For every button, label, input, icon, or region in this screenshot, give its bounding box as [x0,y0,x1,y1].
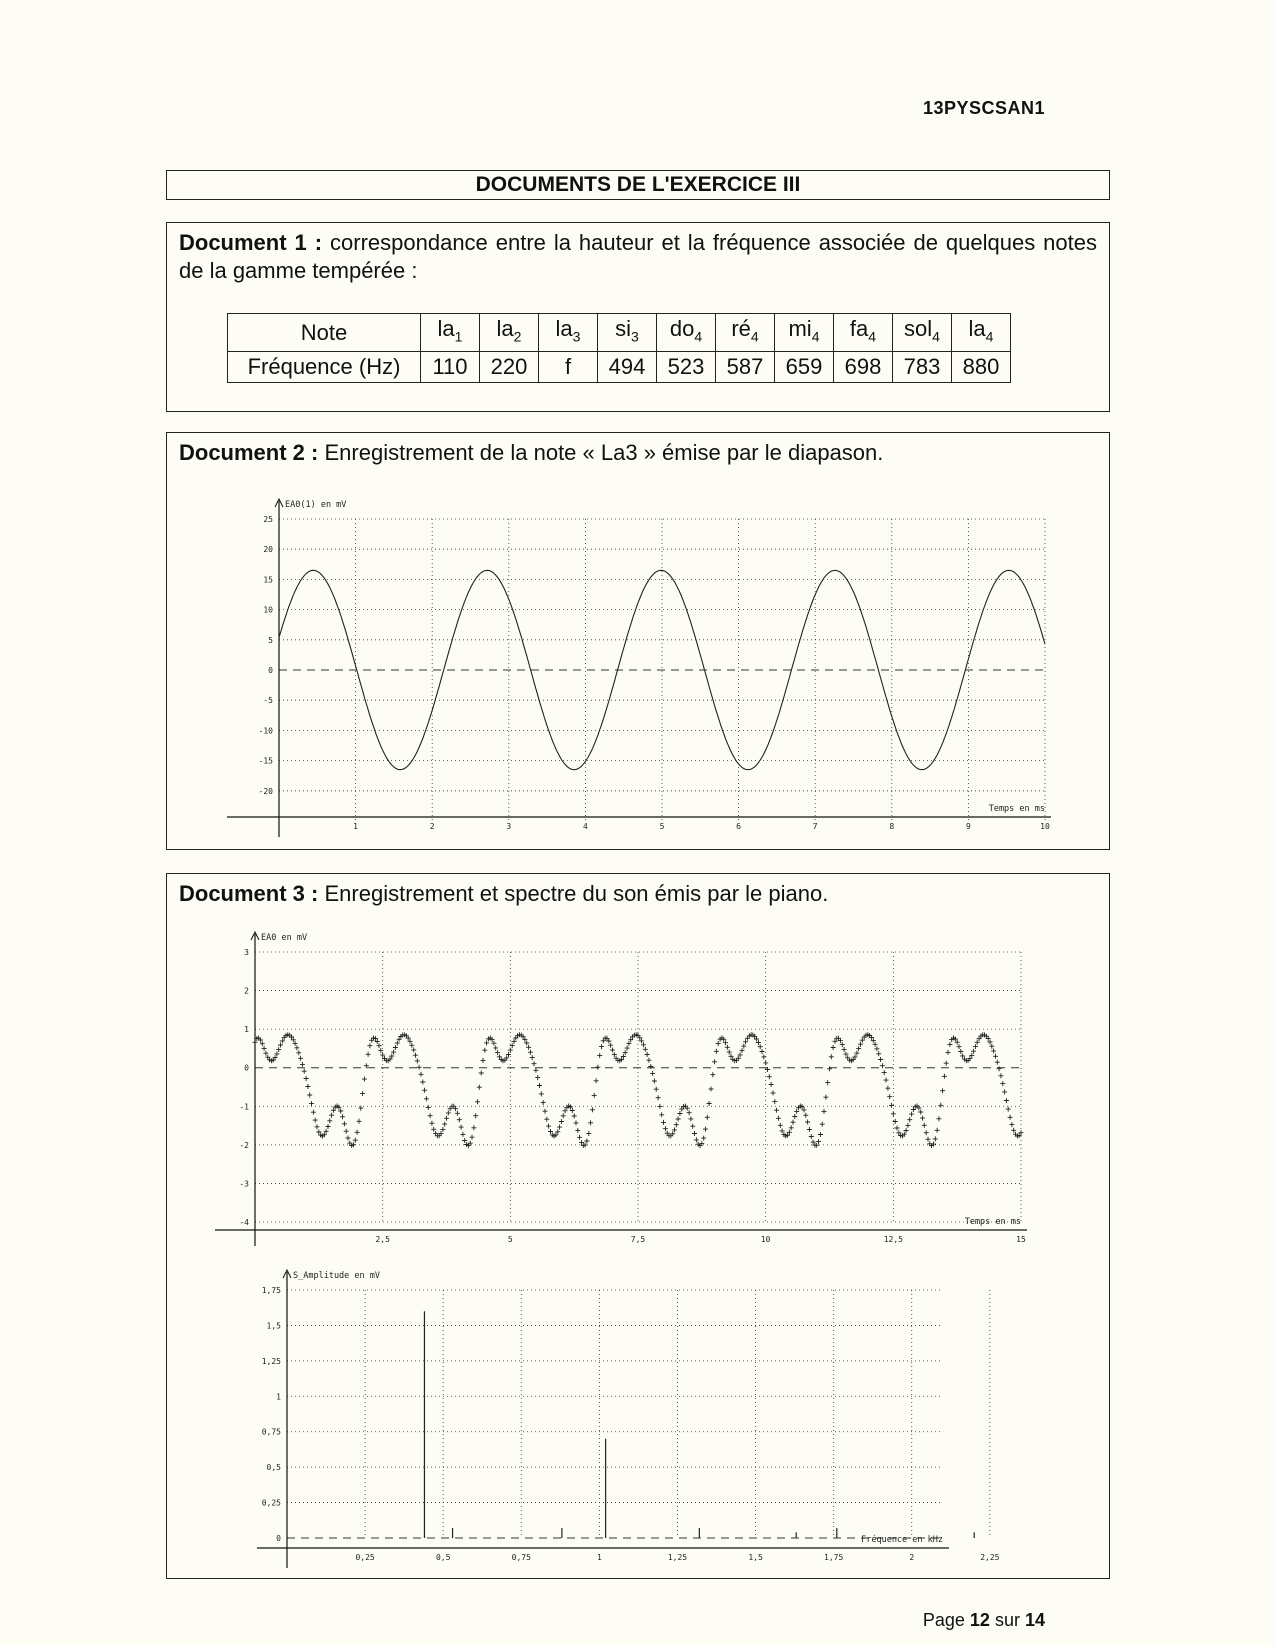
y-axis-label: S_Amplitude en mV [293,1271,380,1281]
x-axis-label: Temps en ms [988,804,1045,814]
x-tick-label: 0,5 [435,1553,451,1562]
x-tick-label: 15 [1016,1235,1026,1244]
footer-prefix: Page [922,1610,965,1630]
piano-spectrum-chart [167,1266,1111,1576]
note-cell: $fa_4$ [834,314,893,352]
x-tick-label: 2,25 [980,1553,1000,1562]
y-tick-label: -1 [239,1102,249,1112]
x-tick-label: 10 [1040,822,1050,831]
y-tick-label: 1,75 [261,1286,281,1295]
x-tick-label: 8 [889,822,895,831]
x-tick-label: 6 [736,822,742,831]
x-tick-label: 7 [812,822,818,831]
y-tick-label: 1 [244,1025,249,1035]
y-tick-label: -20 [258,786,273,796]
document-1-text: correspondance entre la hauteur et la fréquence associée de quelques notes de la gamme tempérée : [179,230,1097,283]
frequency-cell: 698 [834,352,893,383]
note-cell: $la_1$ [421,314,480,352]
x-tick-label: 2,5 [375,1235,390,1244]
page-title: DOCUMENTS DE L'EXERCICE III [166,170,1110,200]
document-1-heading [179,229,1097,285]
note-cell: $la_3$ [539,314,598,352]
document-1 [166,222,1110,412]
y-tick-label: 0 [276,1534,281,1543]
frequency-header: Fréquence (Hz) [228,352,421,383]
tuning-fork-chart [167,479,1111,849]
frequency-cell: 783 [893,352,952,383]
frequency-cell: 110 [421,352,480,383]
frequency-cell: 220 [480,352,539,383]
y-tick-label: 10 [263,605,273,615]
x-tick-label: 1 [353,822,359,831]
y-tick-label: -5 [263,696,273,706]
x-tick-label: 1 [596,1553,602,1562]
footer-middle: sur [994,1610,1020,1630]
note-header: Note [228,314,421,352]
y-tick-label: 0,5 [266,1463,281,1473]
y-tick-label: 20 [263,545,273,555]
footer-page-number: 12 [969,1610,990,1630]
y-tick-label: 1,25 [261,1356,281,1366]
y-tick-label: 0,25 [261,1498,281,1508]
frequency-cell: 659 [775,352,834,383]
x-tick-label: 5 [507,1235,513,1244]
frequency-cell: 494 [598,352,657,383]
piano-recording-chart [167,916,1111,1246]
y-tick-label: -4 [239,1218,249,1227]
x-tick-label: 0,75 [511,1553,531,1562]
x-tick-label: 0,25 [355,1553,375,1562]
piano-signal-markers [253,1032,1024,1148]
document-2-label: Document 2 : [179,440,319,465]
y-tick-label: 0,75 [261,1427,281,1437]
footer-page-total: 14 [1024,1610,1045,1630]
note-cell: $mi_4$ [775,314,834,352]
document-3-label: Document 3 : [179,881,319,906]
y-tick-label: 1 [276,1392,281,1402]
document-3 [166,873,1110,1579]
y-tick-label: -3 [239,1179,249,1189]
document-3-text: Enregistrement et spectre du son émis par le piano. [324,881,829,906]
y-tick-label: -2 [239,1140,249,1150]
x-tick-label: 1,25 [667,1553,688,1562]
x-axis-label: Temps en ms [964,1217,1021,1227]
y-tick-label: 2 [244,986,249,996]
y-tick-label: 5 [268,635,273,645]
note-cell: $si_3$ [598,314,657,352]
frequency-cell: 587 [716,352,775,383]
notes-row [228,314,1011,352]
frequency-cell: 880 [952,352,1011,383]
x-tick-label: 3 [506,822,512,831]
note-cell: $ré_4$ [716,314,775,352]
x-tick-label: 12,5 [883,1235,903,1244]
frequency-cell: f [539,352,598,383]
y-tick-label: 15 [263,575,273,585]
x-tick-label: 5 [659,822,665,831]
y-axis-label: EA0 en mV [261,933,308,943]
x-tick-label: 1,75 [824,1553,844,1562]
x-axis-label: Fréquence en kHz [861,1535,943,1545]
page-footer [923,1610,1045,1631]
x-tick-label: 7,5 [630,1235,646,1244]
x-tick-label: 10 [760,1235,771,1244]
y-tick-label: -10 [258,726,273,736]
x-tick-label: 1,5 [748,1553,763,1562]
x-tick-label: 2 [909,1553,915,1562]
x-tick-label: 9 [965,822,971,831]
note-cell: $la_2$ [480,314,539,352]
x-tick-label: 4 [582,822,588,831]
x-tick-label: 2 [429,822,435,831]
y-tick-label: 1,5 [266,1321,281,1331]
note-cell: $la_4$ [952,314,1011,352]
y-tick-label: -15 [258,756,273,766]
note-cell: sol$_4$ [893,314,952,352]
frequency-row [228,352,1011,383]
document-2-heading [179,439,1097,467]
notes-table [227,313,1011,383]
document-code: 13PYSCSAN1 [922,98,1045,118]
y-tick-label: 0 [268,666,273,675]
y-tick-label: 3 [244,948,249,957]
y-tick-label: 25 [263,515,273,524]
document-2-text: Enregistrement de la note « La3 » émise par le diapason. [324,440,884,465]
note-cell: $do_4$ [657,314,716,352]
document-3-heading [179,880,1097,908]
frequency-cell: 523 [657,352,716,383]
y-axis-label: EA0(1) en mV [285,500,347,510]
y-tick-label: 0 [244,1063,249,1073]
document-2 [166,432,1110,850]
document-1-label: Document 1 : [179,230,323,255]
